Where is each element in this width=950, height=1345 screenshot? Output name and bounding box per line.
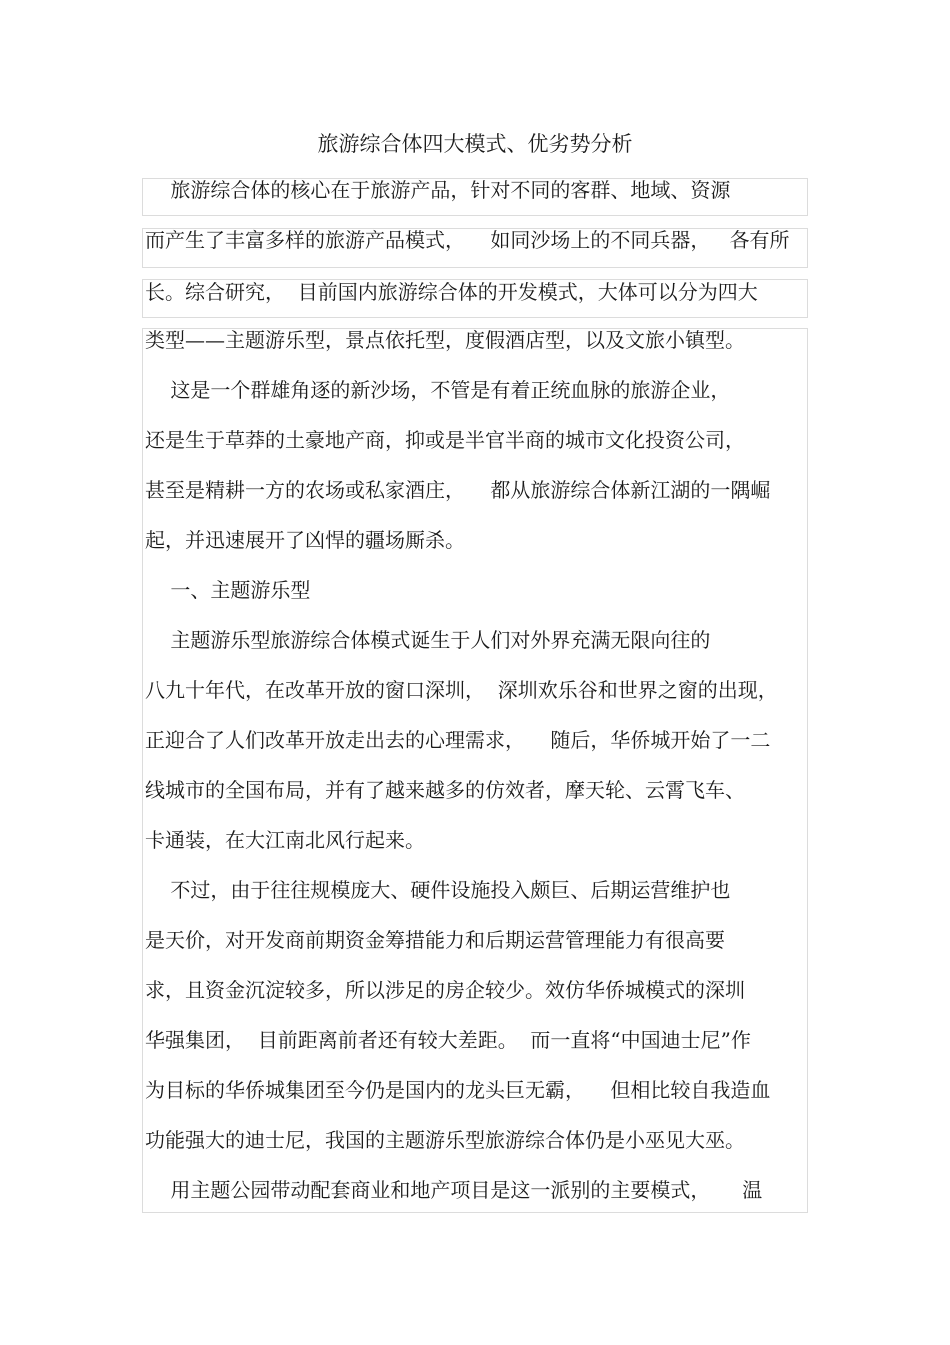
document-title: 旅游综合体四大模式、优劣势分析 <box>317 132 633 156</box>
paragraph-line: 正迎合了人们改革开放走出去的心理需求， 随后，华侨城开始了一二 <box>145 728 771 752</box>
paragraph-line: 长。综合研究， 目前国内旅游综合体的开发模式，大体可以分为四大 <box>145 280 758 304</box>
paragraph-line: 线城市的全国布局，并有了越来越多的仿效者，摩天轮、云霄飞车、 <box>145 778 745 802</box>
paragraph-line: 这是一个群雄角逐的新沙场，不管是有着正统血脉的旅游企业， <box>145 378 731 402</box>
paragraph-line: 功能强大的迪士尼，我国的主题游乐型旅游综合体仍是小巫见大巫。 <box>145 1128 745 1152</box>
paragraph-line: 卡通装，在大江南北风行起来。 <box>145 828 425 852</box>
paragraph-line: 主题游乐型旅游综合体模式诞生于人们对外界充满无限向往的 <box>145 628 711 652</box>
paragraph-line: 甚至是精耕一方的农场或私家酒庄， 都从旅游综合体新江湖的一隅崛 <box>145 478 771 502</box>
paragraph-line: 起，并迅速展开了凶悍的疆场厮杀。 <box>145 528 465 552</box>
paragraph-line: 求，且资金沉淀较多，所以涉足的房企较少。效仿华侨城模式的深圳 <box>145 978 745 1002</box>
paragraph-line: 是天价，对开发商前期资金筹措能力和后期运营管理能力有很高要 <box>145 928 725 952</box>
paragraph-line: 类型——主题游乐型，景点依托型，度假酒店型，以及文旅小镇型。 <box>145 328 745 352</box>
paragraph-line: 而产生了丰富多样的旅游产品模式， 如同沙场上的不同兵器， 各有所 <box>145 228 790 252</box>
paragraph-line: 旅游综合体的核心在于旅游产品，针对不同的客群、地域、资源 <box>145 178 731 202</box>
paragraph-line: 还是生于草莽的土豪地产商，抑或是半官半商的城市文化投资公司， <box>145 428 745 452</box>
paragraph-line: 用主题公园带动配套商业和地产项目是这一派别的主要模式， 温 <box>145 1178 763 1202</box>
paragraph-line: 华强集团， 目前距离前者还有较大差距。 而一直将“中国迪士尼”作 <box>145 1028 751 1052</box>
paragraph-line: 八九十年代，在改革开放的窗口深圳， 深圳欢乐谷和世界之窗的出现， <box>145 678 778 702</box>
paragraph-line: 为目标的华侨城集团至今仍是国内的龙头巨无霸， 但相比较自我造血 <box>145 1078 771 1102</box>
paragraph-line: 不过，由于往往规模庞大、硬件设施投入颇巨、后期运营维护也 <box>145 878 731 902</box>
paragraph-line: 一、主题游乐型 <box>145 578 311 602</box>
